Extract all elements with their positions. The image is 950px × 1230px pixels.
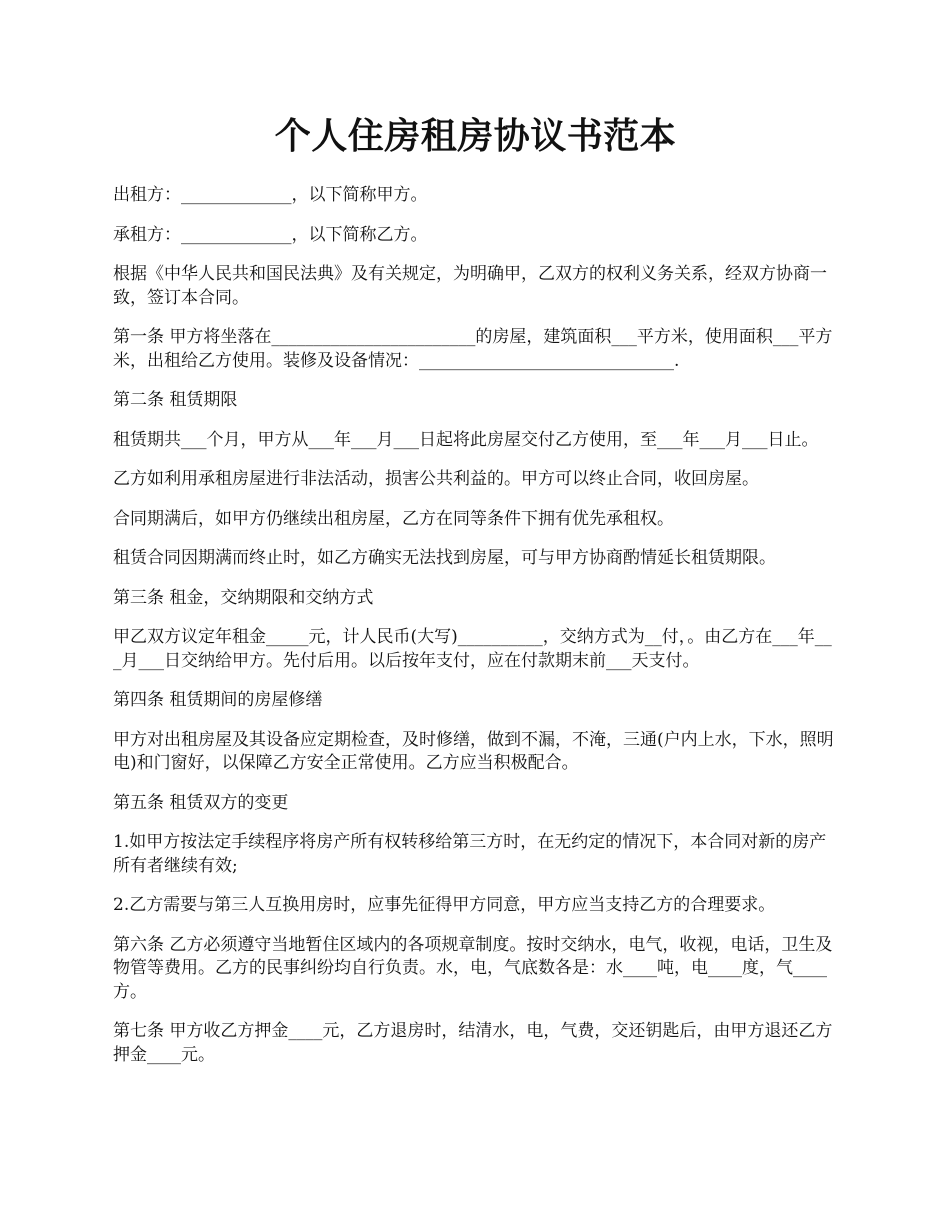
paragraph-change-1: 1.如甲方按法定手续程序将房产所有权转移给第三方时，在无约定的情况下，本合同对新的房产所有者继续有效; (113, 832, 827, 876)
paragraph-article-1: 第一条 甲方将坐落在________________________的房屋，建筑面积___平方米，使用面积___平方米，出租给乙方使用。装修及设备情况：______________________________. (113, 327, 833, 371)
paragraph-extension: 租赁合同因期满而终止时，如乙方确实无法找到房屋，可与甲方协商酌情延长租赁期限。 (113, 548, 776, 568)
heading-article-5: 第五条 租赁双方的变更 (113, 792, 289, 813)
heading-article-3: 第三条 租金，交纳期限和交纳方式 (113, 587, 374, 608)
paragraph-change-2: 2.乙方需要与第三人互换用房时，应事先征得甲方同意，甲方应当支持乙方的合理要求。 (113, 895, 776, 915)
paragraph-article-6: 第六条 乙方必须遵守当地暂住区域内的各项规章制度。按时交纳水，电气，收视，电话，卫生及物管等费用。乙方的民事纠纷均自行负责。水，电，气底数各是：水____吨，电____度，气____方。 (113, 934, 833, 1002)
paragraph-preamble: 根据《中华人民共和国民法典》及有关规定，为明确甲，乙双方的权利义务关系，经双方协商一致，签订本合同。 (113, 264, 827, 308)
paragraph-lease-term: 租赁期共___个月，甲方从___年___月___日起将此房屋交付乙方使用，至___年___月___日止。 (113, 429, 819, 450)
heading-article-2: 第二条 租赁期限 (113, 390, 238, 410)
paragraph-rent-payment: 甲乙双方议定年租金_____元，计人民币(大写)__________，交纳方式为__付，。由乙方在___年___月___日交纳给甲方。先付后用。以后按年支付，应在付款期末前___天支付。 (113, 627, 832, 671)
paragraph-lessor: 出租方：_____________，以下简称甲方。 (113, 185, 428, 205)
document-title: 个人住房租房协议书范本 (274, 115, 677, 157)
paragraph-lessee: 承租方：_____________，以下简称乙方。 (113, 224, 428, 245)
paragraph-illegal-activity: 乙方如利用承租房屋进行非法活动，损害公共利益的。甲方可以终止合同，收回房屋。 (113, 469, 759, 489)
heading-article-4: 第四条 租赁期间的房屋修缮 (113, 690, 323, 710)
paragraph-article-7: 第七条 甲方收乙方押金____元，乙方退房时，结清水，电，气费，交还钥匙后，由甲方退还乙方押金____元。 (113, 1021, 833, 1065)
paragraph-repairs: 甲方对出租房屋及其设备应定期检查，及时修缮，做到不漏，不淹，三通(户内上水，下水，照明电)和门窗好，以保障乙方安全正常使用。乙方应当积极配合。 (113, 729, 834, 773)
paragraph-priority-renewal: 合同期满后，如甲方仍继续出租房屋，乙方在同等条件下拥有优先承租权。 (113, 508, 674, 529)
